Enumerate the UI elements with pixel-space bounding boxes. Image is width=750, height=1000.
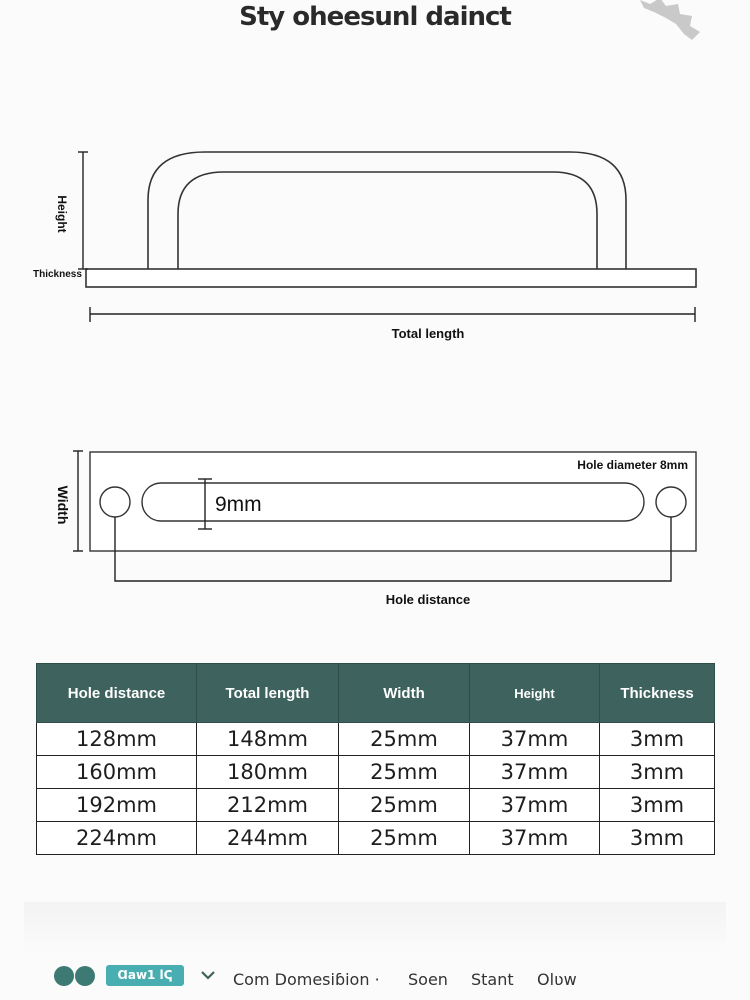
column-header: Width — [339, 664, 470, 723]
table-row — [37, 723, 715, 756]
footer-link[interactable]: Com Domesiɓion · — [233, 970, 380, 989]
base-plate — [86, 269, 696, 287]
table-cell: 244mm — [197, 822, 339, 855]
hole-distance-label: Hole distance — [385, 592, 471, 607]
footer-link[interactable]: Soen — [408, 970, 448, 989]
column-header: Height — [470, 664, 600, 723]
chevron-down-icon[interactable] — [200, 969, 216, 981]
table-cell: 3mm — [600, 756, 715, 789]
column-header: Hole distance — [37, 664, 197, 723]
footer-divider — [24, 902, 726, 954]
table-header-row — [37, 664, 715, 723]
table-cell: 3mm — [600, 723, 715, 756]
table-cell: 37mm — [470, 789, 600, 822]
table-cell: 37mm — [470, 723, 600, 756]
handle-inner-outline — [178, 172, 597, 269]
dot-icon[interactable] — [54, 966, 74, 986]
footer-link[interactable]: Olʋw — [537, 970, 577, 989]
width-label: Width — [55, 485, 71, 525]
table-cell: 3mm — [600, 789, 715, 822]
table-cell: 160mm — [37, 756, 197, 789]
right-hole — [656, 487, 686, 517]
footer-bar — [0, 960, 750, 996]
thickness-label: Thickness — [33, 269, 82, 280]
table-cell: 25mm — [339, 822, 470, 855]
column-header: Thickness — [600, 664, 715, 723]
table-cell: 192mm — [37, 789, 197, 822]
table-cell: 212mm — [197, 789, 339, 822]
spec-table — [36, 663, 715, 855]
hole-diameter-label: Hole diameter 8mm — [577, 458, 688, 472]
column-header: Total length — [197, 664, 339, 723]
table-row — [37, 789, 715, 822]
dot-icon[interactable] — [75, 966, 95, 986]
table-cell: 25mm — [339, 723, 470, 756]
height-label: Height — [55, 195, 69, 233]
table-row — [37, 822, 715, 855]
left-hole — [100, 487, 130, 517]
table-cell: 224mm — [37, 822, 197, 855]
table-cell: 3mm — [600, 822, 715, 855]
table-cell: 25mm — [339, 756, 470, 789]
footer-badge[interactable]: Ɑaw1 lↅ — [106, 965, 184, 986]
table-cell: 128mm — [37, 723, 197, 756]
footer-link[interactable]: Stant — [471, 970, 514, 989]
side-view — [33, 152, 696, 341]
table-cell: 25mm — [339, 789, 470, 822]
table-cell: 37mm — [470, 756, 600, 789]
top-view — [55, 451, 696, 607]
table-row — [37, 756, 715, 789]
table-cell: 148mm — [197, 723, 339, 756]
table-cell: 180mm — [197, 756, 339, 789]
page-title: Sty oheesunl dainct — [239, 2, 511, 32]
total-length-label: Total length — [391, 326, 465, 341]
slot-width-label: 9mm — [215, 493, 262, 516]
table-cell: 37mm — [470, 822, 600, 855]
handle-outline — [148, 152, 626, 269]
